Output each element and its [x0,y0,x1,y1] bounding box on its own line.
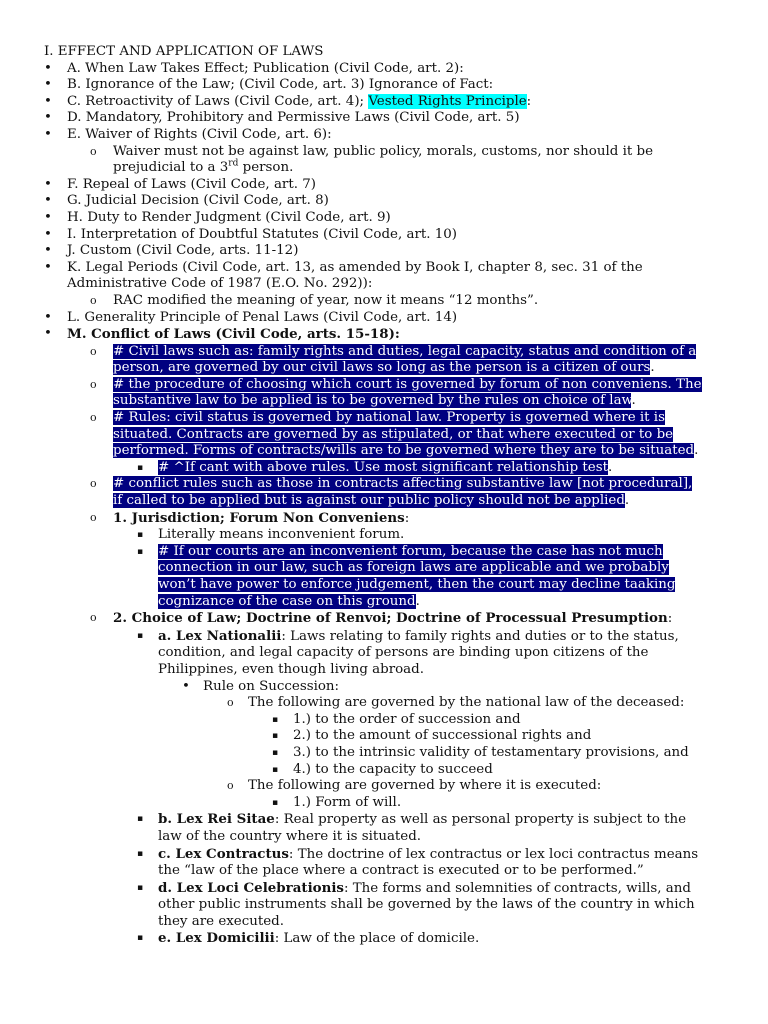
list-item-k: • K. Legal Periods (Civil Code, art. 13, as amended by Book I, chapter 8, sec. 31 of the [44,259,643,275]
highlight-vested-rights: Vested Rights Principle [368,93,527,109]
lex-rei-sitae-cont: law of the country where it is situated. [158,828,422,844]
list-item-c: • C. Retroactivity of Laws (Civil Code, art. 4); Vested Rights Principle: [44,93,532,109]
square-bullet-icon: ▪ [272,747,279,758]
bullet-icon: • [182,678,190,694]
list-item-k-cont: Administrative Code of 1987 (E.O. No. 292)): [67,276,373,292]
square-bullet-icon: ▪ [272,764,279,775]
sub-item-waiver-cont: prejudicial to a 3rd person. [113,158,294,176]
succession-item-2: ▪ 2.) to the amount of successional rights and [272,728,592,744]
note-conflict-rules: o # conflict rules such as those in contracts affecting substantive law [not procedural], [90,476,693,492]
circle-bullet-icon: o [90,411,97,425]
bullet-icon: • [44,243,52,259]
bullet-icon: • [44,226,52,242]
circle-bullet-icon: o [90,611,97,625]
square-bullet-icon: ▪ [137,530,144,541]
document-page [0,44,768,948]
circle-bullet-icon: o [90,293,97,307]
square-bullet-icon: ▪ [272,731,279,742]
succession-item-3: ▪ 3.) to the intrinsic validity of testamentary provisions, and [272,744,689,760]
circle-bullet-icon: o [90,377,97,391]
national-law-heading: o The following are governed by the national law of the deceased: [227,695,685,711]
circle-bullet-icon: o [90,344,97,358]
circle-bullet-icon: o [227,696,234,710]
list-item-l: • L. Generality Principle of Penal Laws (Civil Code, art. 14) [44,309,458,325]
jurisdiction-note-cont-1: connection in our law, such as foreign laws are applicable and we probably [158,560,669,576]
square-bullet-icon: ▪ [137,546,144,557]
list-item-h: • H. Duty to Render Judgment (Civil Code, art. 9) [44,209,391,225]
bullet-icon: • [44,77,52,93]
note-procedure: o # the procedure of choosing which court is governed by forum of non conveniens. The [90,376,702,392]
bullet-icon: • [44,259,52,275]
square-bullet-icon: ▪ [137,462,144,473]
circle-bullet-icon: o [90,510,97,524]
lex-loci-celebrationis-cont-1: other public instruments shall be governed by the laws of the country in which [158,897,695,913]
bullet-icon: • [44,60,52,76]
lex-contractus-cont: the “law of the place where a contract is executed or to be performed.” [158,863,644,879]
lex-domicilii: ▪ e. Lex Domicilii: Law of the place of domicile. [137,930,480,947]
note-rules-cont-2: performed. Forms of contracts/wills are to be governed where they are to be situated. [113,443,699,459]
list-item-d: • D. Mandatory, Prohibitory and Permissive Laws (Civil Code, art. 5) [44,110,520,126]
list-item-j: • J. Custom (Civil Code, arts. 11-12) [44,243,299,259]
list-item-g: • G. Judicial Decision (Civil Code, art. 8) [44,193,329,209]
executed-item-1: ▪ 1.) Form of will. [272,794,402,810]
lex-loci-celebrationis-cont-2: they are executed. [158,913,284,929]
square-bullet-icon: ▪ [137,848,144,859]
executed-heading: o The following are governed by where it is executed: [227,778,602,794]
bullet-icon: • [44,110,52,126]
circle-bullet-icon: o [90,477,97,491]
note-rules-sub: ▪ # ^If cant with above rules. Use most significant relationship test. [137,459,613,475]
note-conflict-rules-cont: if called to be applied but is against our public policy should not be applied. [113,493,630,509]
square-bullet-icon: ▪ [137,933,144,944]
square-bullet-icon: ▪ [272,714,279,725]
bullet-icon: • [44,93,52,109]
lex-contractus: ▪ c. Lex Contractus: The doctrine of lex contractus or lex loci contractus means [137,845,699,862]
succession-item-4: ▪ 4.) to the capacity to succeed [272,761,493,777]
list-item-e: • E. Waiver of Rights (Civil Code, art. 6): [44,126,332,142]
heading-choice-of-law: o 2. Choice of Law; Doctrine of Renvoi; Doctrine of Processual Presumption: [90,610,673,627]
list-item-b: • B. Ignorance of the Law; (Civil Code, art. 3) Ignorance of Fact: [44,77,494,93]
square-bullet-icon: ▪ [137,814,144,825]
list-item-i: • I. Interpretation of Doubtful Statutes (Civil Code, art. 10) [44,226,458,242]
jurisdiction-literal: ▪ Literally means inconvenient forum. [137,527,405,543]
list-item-m: • M. Conflict of Laws (Civil Code, arts. 15-18): [44,326,400,343]
rule-on-succession: • Rule on Succession: [182,678,340,694]
bullet-icon: • [44,209,52,225]
bullet-icon: • [44,193,52,209]
lex-nationalii: ▪ a. Lex Nationalii: Laws relating to family rights and duties or to the status, [137,627,679,644]
square-bullet-icon: ▪ [137,630,144,641]
jurisdiction-note-cont-2: won’t have power to enforce judgement, then the court may decline taaking [158,577,676,592]
succession-item-1: ▪ 1.) to the order of succession and [272,711,521,727]
sub-item-rac: o RAC modified the meaning of year, now it means “12 months”. [90,292,539,308]
jurisdiction-note: ▪ # If our courts are an inconvenient forum, because the case has not much [137,543,663,559]
circle-bullet-icon: o [227,779,234,793]
heading-jurisdiction: o 1. Jurisdiction; Forum Non Conveniens: [90,509,410,526]
bullet-icon: • [44,326,52,342]
note-rules-cont-1: situated. Contracts are governed by as stipulated, or that where executed or to be [113,426,674,442]
lex-nationalii-cont-1: condition, and legal capacity of persons are binding upon citizens of the [158,645,649,661]
lex-loci-celebrationis: ▪ d. Lex Loci Celebrationis: The forms and solemnities of contracts, wills, and [137,879,691,896]
lex-nationalii-cont-2: Philippines, even though living abroad. [158,661,424,677]
section-title: I. EFFECT AND APPLICATION OF LAWS [44,44,324,59]
list-item-a: • A. When Law Takes Effect; Publication (Civil Code, art. 2): [44,60,464,76]
bullet-icon: • [44,309,52,325]
bullet-icon: • [44,176,52,192]
note-civil-laws: o # Civil laws such as: family rights and duties, legal capacity, status and condition of a [90,343,697,359]
note-rules: o # Rules: civil status is governed by national law. Property is governed where it is [90,410,665,426]
square-bullet-icon: ▪ [272,797,279,808]
note-civil-laws-cont: person, are governed by our civil laws so long as the person is a citizen of ours. [113,360,655,376]
circle-bullet-icon: o [90,144,97,158]
jurisdiction-note-cont-3: cognizance of the case on this ground. [158,593,420,609]
note-procedure-cont: substantive law to be applied is to be governed by the rules on choice of law. [113,393,636,409]
square-bullet-icon: ▪ [137,882,144,893]
sub-item-waiver: o Waiver must not be against law, public policy, morals, customs, nor should it be [90,143,653,159]
bullet-icon: • [44,126,52,142]
list-item-f: • F. Repeal of Laws (Civil Code, art. 7) [44,176,316,192]
lex-rei-sitae: ▪ b. Lex Rei Sitae: Real property as well as personal property is subject to the [137,811,687,828]
